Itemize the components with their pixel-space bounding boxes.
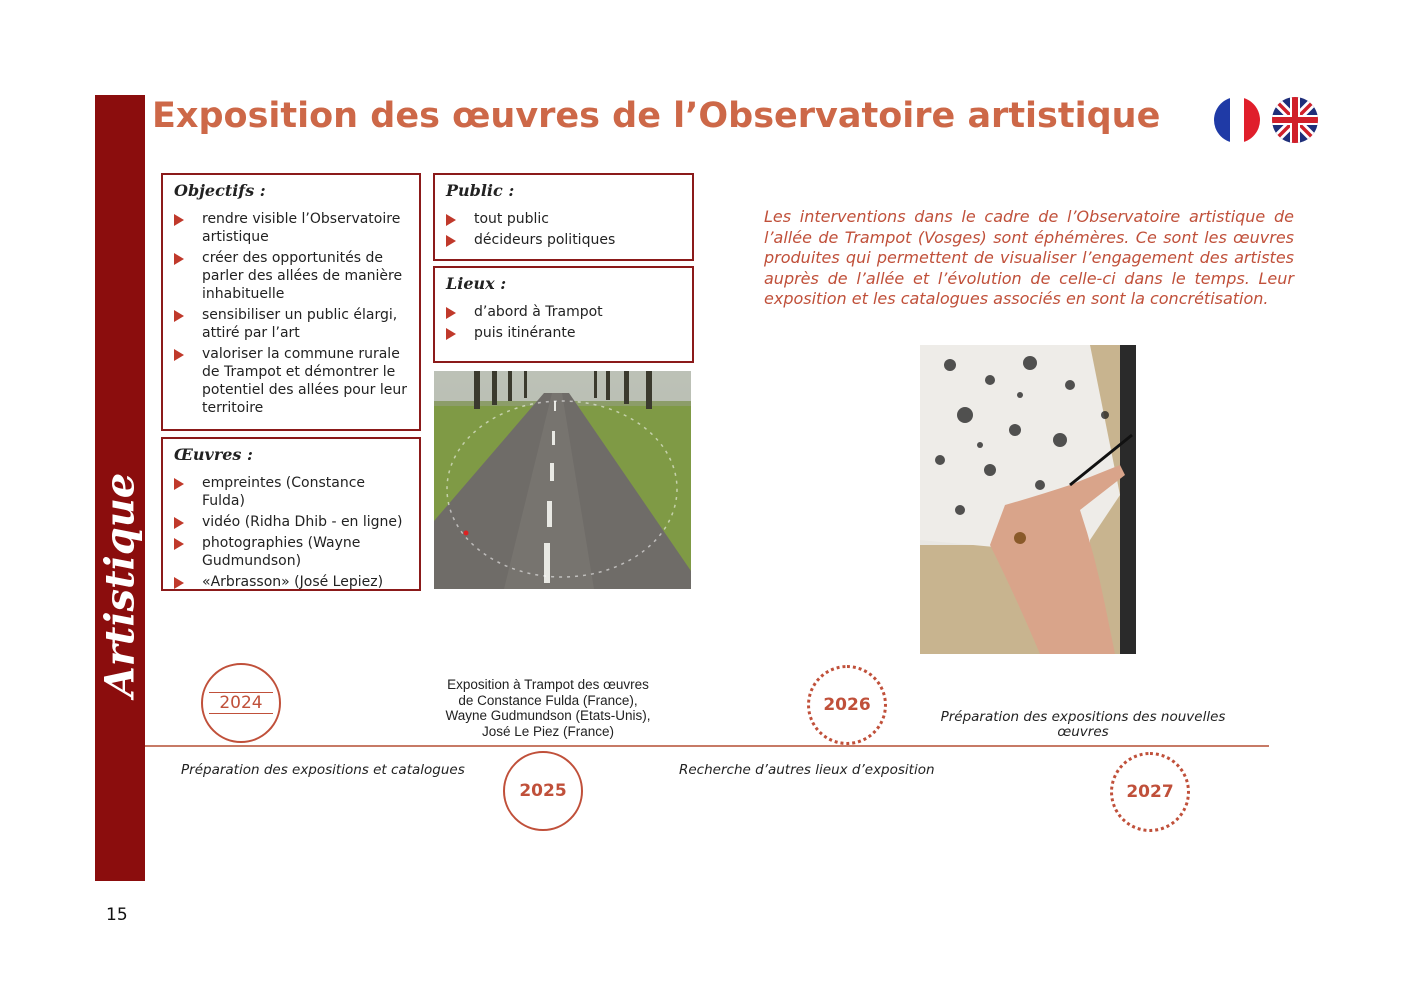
year-2025-circle: [503, 751, 583, 831]
list-item: tout public: [446, 210, 684, 228]
timeline-line: [145, 745, 1269, 747]
flag-united-kingdom-icon[interactable]: [1272, 97, 1318, 143]
list-item: créer des opportunités de parler des allées de manière inhabituelle: [174, 249, 411, 303]
objectifs-heading: Objectifs :: [174, 181, 266, 200]
list-item: d’abord à Trampot: [446, 303, 684, 321]
timeline-text-2025: Exposition à Trampot des œuvres de Constance Fulda (France), Wayne Gudmundson (Etats-Unis), José Le Piez (France): [445, 677, 651, 739]
timeline-text-2027: Préparation des expositions des nouvelles œuvres: [940, 709, 1226, 740]
list-item: vidéo (Ridha Dhib - en ligne): [174, 513, 411, 531]
road-photo: [434, 371, 691, 589]
list-item: photographies (Wayne Gudmundson): [174, 534, 411, 570]
oeuvres-box: [161, 437, 421, 591]
page-number: 15: [106, 905, 128, 925]
public-box: [433, 173, 694, 261]
year-2027-label: 2027: [1126, 782, 1174, 802]
list-item: «Arbrasson» (José Lepiez): [174, 573, 411, 591]
intro-paragraph: Les interventions dans le cadre de l’Observatoire artistique de l’allée de Trampot (Vosges) sont éphémères. Ce sont les œuvres produites qui permettent de visualiser l’engagement des artistes auprès de l’allée et l’évolution de celle-ci dans le temps. Leur exposition et les catalogues associés en sont la concrétisation.: [764, 207, 1294, 308]
list-item: puis itinérante: [446, 324, 684, 342]
page-title: Exposition des œuvres de l’Observatoire artistique: [152, 96, 1161, 136]
list-item: décideurs politiques: [446, 231, 684, 249]
year-2024-label: 2024: [209, 692, 272, 714]
year-2027-circle: [1110, 752, 1190, 832]
flag-france-icon[interactable]: [1214, 97, 1260, 143]
list-item: sensibiliser un public élargi, attiré par l’art: [174, 306, 411, 342]
year-2026-label: 2026: [823, 695, 871, 715]
timeline-text-2024: Préparation des expositions et catalogues: [181, 762, 465, 778]
year-2026-circle: [807, 665, 887, 745]
objectifs-box: [161, 173, 421, 431]
list-item: empreintes (Constance Fulda): [174, 474, 411, 510]
list-item: rendre visible l’Observatoire artistique: [174, 210, 411, 246]
section-label: Artistique: [96, 472, 144, 698]
list-item: valoriser la commune rurale de Trampot et démontrer le potentiel des allées pour leur territoire: [174, 345, 411, 417]
timeline-text-2026: Recherche d’autres lieux d’exposition: [679, 762, 935, 778]
sidebar-band: [95, 95, 145, 881]
year-2024-circle: [201, 663, 281, 743]
public-heading: Public :: [446, 181, 515, 200]
year-2025-label: 2025: [519, 781, 567, 801]
lieux-heading: Lieux :: [446, 274, 507, 293]
oeuvres-heading: Œuvres :: [174, 445, 253, 464]
artwork-print-photo: [920, 345, 1136, 654]
lieux-box: [433, 266, 694, 363]
